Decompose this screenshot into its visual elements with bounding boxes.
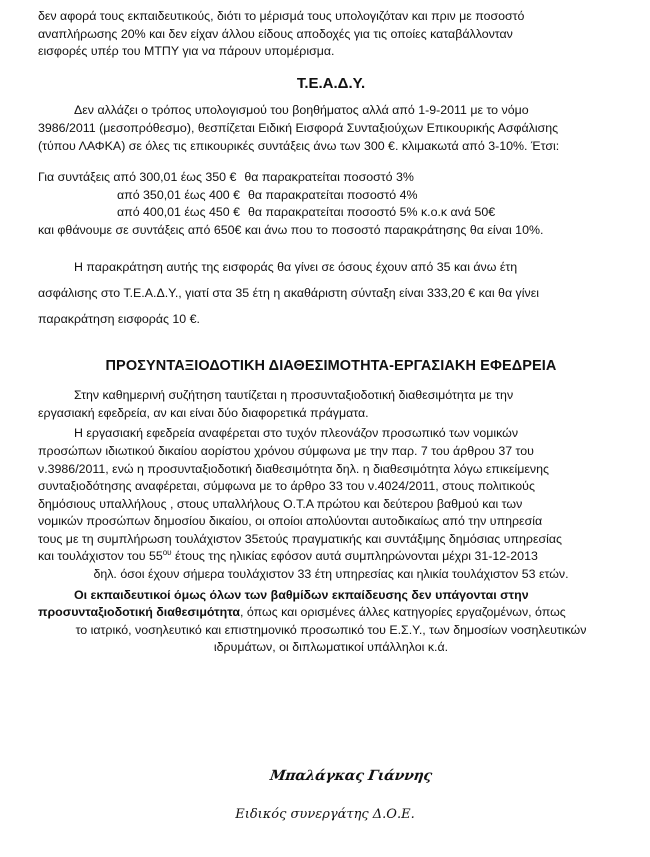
section-line: συνταξιοδότησης αναφέρεται, σύμφωνα με το άρθρο 33 του ν.4024/2011, στους πολιτικούς <box>38 479 535 494</box>
teady-line: Δεν αλλάζει ο τρόπος υπολογισμού του βοηθήματος αλλά από 1-9-2011 με το νόμο <box>74 103 529 118</box>
teady-line: 3986/2011 (μεσοπρόθεσμο), θεσπίζεται Ειδική Εισφορά Συνταξιούχων Επικουρικής Ασφάλισης <box>38 120 559 135</box>
section-line: εργασιακή εφεδρεία, αν και είναι δύο διαφορετικά πράγματα. <box>38 405 369 420</box>
teady-line: ασφάλισης στο Τ.Ε.Α.Δ.Υ., γιατί στα 35 έτη η ακαθάριστη σύνταξη είναι 333,20 € και θα γίνει <box>38 285 539 300</box>
signature-role: Ειδικός συνεργάτης Δ.Ο.Ε. <box>235 807 415 822</box>
section-line <box>38 604 624 622</box>
intro-line: δεν αφορά τους εκπαιδευτικούς, διότι το μέρισμά τους υπολογιζόταν και πριν με ποσοστό <box>38 9 525 23</box>
section-paragraph-3 <box>38 587 624 657</box>
teady-line: παρακράτηση εισφοράς 10 €. <box>38 311 200 326</box>
scale-row <box>38 187 624 205</box>
intro-paragraph <box>38 8 624 61</box>
section-line: προσώπων ιδιωτικού δικαίου αορίστου χρόνου σύμφωνα με την παρ. 7 του άρθρου 37 του <box>38 443 534 458</box>
teady-paragraph-2 <box>38 254 624 332</box>
section-line-bold: Οι εκπαιδευτικοί όμως όλων των βαθμίδων εκπαίδευσης δεν υπάγονται στην <box>74 587 529 602</box>
section-line: το ιατρικό, νοσηλευτικό και επιστημονικό προσωπικό του Ε.Σ.Υ., των δημοσίων νοσηλευτικών <box>75 622 587 637</box>
intro-line: αναπλήρωσης 20% και δεν είχαν άλλου είδους αποδοχές για τις οποίες καταβάλλονταν <box>38 26 513 41</box>
ordinal-suffix: ου <box>162 548 172 558</box>
section-line: δηλ. όσοι έχουν σήμερα τουλάχιστον 33 έτη υπηρεσίας και ηλικία τουλάχιστον 53 ετών. <box>93 567 569 582</box>
section-line: Η εργασιακή εφεδρεία αναφέρεται στο τυχόν πλεονάζον προσωπικό των νομικών <box>74 426 519 441</box>
contribution-scale <box>38 169 624 239</box>
intro-line: εισφορές υπέρ του ΜΤΠΥ για να πάρουν υπομέρισμα. <box>38 44 335 59</box>
section-line: ιδρυμάτων, οι διπλωματικοί υπάλληλοι κ.ά. <box>213 640 449 655</box>
age-text: και τουλάχιστον του 55 <box>38 549 163 564</box>
scale-rate: θα παρακρατείται ποσοστό 4% <box>248 187 418 202</box>
section-line: τους με τη συμπλήρωση τουλάχιστον 35ετούς πραγματικής και συντάξιμης δημόσιας υπηρεσίας <box>38 531 563 546</box>
teady-line: Η παρακράτηση αυτής της εισφοράς θα γίνει σε όσους έχουν από 35 και άνω έτη <box>74 259 518 274</box>
scale-range: από 350,01 έως 400 € <box>117 187 241 202</box>
section-paragraph-1 <box>38 387 624 422</box>
age-text: έτους της ηλικίας εφόσον αυτά συμπληρώνονται μέχρι 31-12-2013 <box>171 549 538 564</box>
bold-term: προσυνταξιοδοτική διαθεσιμότητα <box>38 605 241 620</box>
scale-row <box>38 204 624 222</box>
section-heading: ΠΡΟΣΥΝΤΑΞΙΟΔΟΤΙΚΗ ΔΙΑΘΕΣΙΜΟΤΗΤΑ-ΕΡΓΑΣΙΑΚΗ ΕΦΕΔΡΕΙΑ <box>105 357 557 374</box>
section-line: δημόσιους υπαλλήλους , στους υπαλλήλους Ο.Τ.Α πρώτου και δεύτερου βαθμού και των <box>38 496 523 511</box>
teady-paragraph-1 <box>38 102 624 155</box>
scale-rate: θα παρακρατείται ποσοστό 3% <box>244 170 414 185</box>
scale-rate: θα παρακρατείται ποσοστό 5% κ.ο.κ ανά 50€ <box>248 205 496 220</box>
document-page <box>38 8 624 657</box>
scale-end: και φθάνουμε σε συντάξεις από 650€ και άνω που το ποσοστό παρακράτησης θα είναι 10%. <box>38 222 544 237</box>
section-line: Στην καθημερινή συζήτηση ταυτίζεται η προσυνταξιοδοτική διαθεσιμότητα με την <box>74 388 514 403</box>
teady-line: (τύπου ΛΑΦΚΑ) σε όλες τις επικουρικές συντάξεις άνω των 300 €. κλιμακωτά από 3-10%. Έτσι: <box>38 138 560 153</box>
section-line: ν.3986/2011, ενώ η προσυνταξιοδοτική διαθεσιμότητα δηλ. η διαθεσιμότητα λόγω επικείμενης <box>38 461 549 476</box>
scale-row <box>38 169 624 187</box>
signature-name: Μπαλάγκας Γιάννης <box>268 768 433 784</box>
section-line-age <box>38 548 624 566</box>
teady-heading: Τ.Ε.Α.Δ.Υ. <box>296 74 366 92</box>
scale-range: από 400,01 έως 450 € <box>117 205 241 220</box>
scale-range: Για συντάξεις από 300,01 έως 350 € <box>38 170 237 185</box>
section-paragraph-2 <box>38 425 624 583</box>
section-line: νομικών προσώπων δημοσίου δικαίου, οι οποίοι απολύονται αυτοδικαίως από την υπηρεσία <box>38 514 543 529</box>
section-text: , όπως και ορισμένες άλλες κατηγορίες εργαζομένων, όπως <box>240 605 566 620</box>
